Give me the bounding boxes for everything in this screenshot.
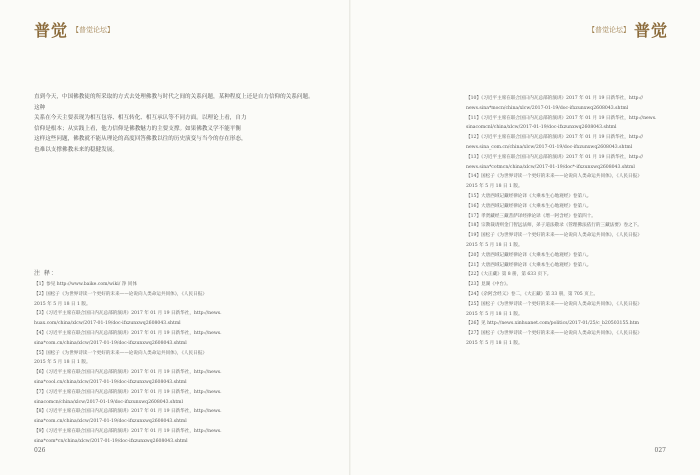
right-page xyxy=(350,0,700,475)
footnote-line: 【23】見湖《中台》。 xyxy=(466,282,511,288)
footnote-line: 2015 年 5 月 18 日 1 版。 xyxy=(466,340,523,346)
body-line: 信仰是根本；从实践上看，他力信仰是佛教魅力的主要支撑。如果佛教义学不能平衡 xyxy=(34,125,241,132)
footnote-line: huax.com/china/xlcw/2017-01-19/doc-ifxzunxwq2608043.shtml xyxy=(34,321,181,327)
footnote-line: 【27】国松子《为世界诗读一个更好的未来——论说向人类命运共同体》，《人民日报》 xyxy=(466,331,642,337)
footnote-line: 【19】国松子《为世界诗读一个更好的未来——论说向人类命运共同体》，《人民日报》 xyxy=(466,233,642,239)
footnote-line: 【25】国松子《为世界诗读一个更好的未来——论说向人类命运共同体》，《人民日报》 xyxy=(466,301,642,307)
footnote-line: news.sina_com.cn/china/xlcw/2017-01-19/doc-ifxzunxwq2608043.shtml xyxy=(466,144,633,150)
footnote-line: sina*com.cn/china/xlcw/2017-01-19/doc-ifxzunxwq2608043.shtml xyxy=(34,419,187,425)
footnote-line: 【6】《习近平主席在联合国日内瓦总部的演讲》2017 年 01 月 19 日新华社，http://news. xyxy=(34,370,222,376)
header-brand-left xyxy=(34,18,114,41)
footnote-line: 【2】国松子《为世界诗读一个更好的未来——论说向人类命运共同体》，《人民日报》 xyxy=(34,291,207,297)
footnote-line: 【13】《习近平主席在联合国日内瓦总部的演讲》2017 年 01 月 19 日新华社，http:// xyxy=(466,154,644,160)
footnote-line: sinacomcn/china/xlcw/2017-01-19/doc-ifxzunxwq2608043.shtml xyxy=(34,399,183,405)
brand-logo: 普觉 xyxy=(34,21,69,40)
footnote-line: 【12】《习近平主席在联合国日内瓦总部的演讲》2017 年 01 月 19 日新华社，http:// xyxy=(466,135,644,141)
footnote-line: 【14】国松子《为世界诗读一个更好的未来——论说向人类命运共同体》，《人民日报》 xyxy=(466,174,642,180)
footnotes-left xyxy=(34,280,324,447)
footnote-line: 【15】大唐西域记藏经律论译《大乘本生心地观经》卷第八。 xyxy=(466,193,592,199)
footnote-line: 2015 年 5 月 18 日 1 版。 xyxy=(466,184,523,190)
footnote-line: 【24】《杂阿含经义》卷二，《大正藏》第 33 册，第 705 页上。 xyxy=(466,291,598,297)
footnote-line: sina*com.cn/china/xlcw/2017-01-19/doc-ifxzunxwq2608043.shtml xyxy=(34,340,187,346)
footnote-line: 【3】《习近平主席在联合国日内瓦总部的演讲》2017 年 01 月 19 日新华社，http://news. xyxy=(34,311,222,317)
footnote-line: news.sina*cotmcn/china/xlcw/2017-01-19/doc*-ifxzunxwq2608043.shtml xyxy=(466,164,635,170)
notes-heading: 注 释： xyxy=(34,270,58,277)
footnote-line: 【17】孝贤藏经三藏菩萨译经律论译《增一阿含经》卷第四十。 xyxy=(466,213,596,219)
footnote-line: 【4】《习近平主席在联合国日内瓦总部的演讲》2017 年 01 月 19 日新华社，http://news. xyxy=(34,330,222,336)
footnote-line: 【16】大唐西域记藏经律论译《大乘本生心地观经》卷第八。 xyxy=(466,203,592,209)
footnote-line: 2015 年 5 月 18 日 1 版。 xyxy=(466,311,523,317)
footnote-line: 【22】《大正藏》第 8 册，第 633 页下。 xyxy=(466,272,552,278)
footnote-line: 【18】宗教裁请则金门智远法师，弟子道法敬录《管理佛法依行的三藏法要》卷之下。 xyxy=(466,223,642,229)
body-line: 这样这些问题，佛教就不能从理论的高度回答佛教以往的历史演变与当今的存在形态， xyxy=(34,136,247,142)
section-title: 【普觉论坛】 xyxy=(72,25,115,34)
footnote-line: sina*com*cn/china/xlcw/2017-01-19/doc-ifxzunxwq2608043.shtml xyxy=(34,438,188,444)
body-paragraph xyxy=(34,92,316,155)
body-line: 直到今天，中国佛教徒的所采取的方式去处理佛教与时代之间的关系问题，某种程度上还是自力信仰的关系问题。这种 xyxy=(34,94,314,111)
footnote-line: 【1】参见 http://www.baike.com/wiki/ 净 同体 xyxy=(34,282,137,287)
body-line: 也难以支撑佛教未来的稳健发展。 xyxy=(34,146,118,153)
footnotes-right xyxy=(466,94,676,349)
footnote-line: 【10】《习近平主席在联合国日内瓦总部的演讲》2017 年 01 月 19 日新华社，http:// xyxy=(466,96,644,101)
footnote-line: 【20】大唐西域记藏经律论译《大乘本生心地观经》卷第八。 xyxy=(466,252,592,258)
footnote-line: sina*cool.cn/china/xlcw/2017-01-19/doc-ifxzunxwq2608043.shtml xyxy=(34,379,187,385)
footnote-line: 【26】见 http://news.xinhuanet.com/politics/2017-01/25/c_b20503155.htm xyxy=(466,321,639,327)
header-brand-right xyxy=(588,18,668,41)
brand-logo: 普觉 xyxy=(633,21,668,40)
page-number-left: 026 xyxy=(34,447,46,454)
body-line: 关系在今天主要表现为相互包容、相互转化、相互承认等不同方面。以理论上看，自力 xyxy=(34,115,247,121)
section-title: 【普觉论坛】 xyxy=(587,25,630,34)
footnote-line: 2015 年 5 月 18 日 1 版。 xyxy=(34,301,91,307)
footnote-line: 【8】《习近平主席在联合国日内瓦总部的演讲》2017 年 01 月 19 日新华社，http://news. xyxy=(34,409,222,415)
footnote-line: 【11】《习近平主席在联合国日内瓦总部的演讲》2017 年 01 月 19 日新华社，http://news. xyxy=(466,115,657,121)
footnote-line: 【9】《习近平主席在联合国日内瓦总部的演讲》2017 年 01 月 19 日新华社，http://news. xyxy=(34,428,222,434)
footnote-line: 2015 年 5 月 18 日 1 版。 xyxy=(466,242,523,248)
footnote-line: 【21】大唐西域记藏经律论译《大乘本生心地观经》卷第八。 xyxy=(466,262,592,268)
footnote-line: 2015 年 5 月 18 日 1 版。 xyxy=(34,360,91,366)
footnote-line: news.sina*mocn/china/xlcw/2017-01-19/doc-ifxzunxwq2608043.shtml xyxy=(466,105,629,111)
footnote-line: sinacomcnl/china/xlcw/2017-01-19/doc-ifxzunxwq2608043.shtml xyxy=(466,125,617,131)
page-number-right: 027 xyxy=(654,447,666,454)
footnote-line: 【5】国松子《为世界诗读一个更好的未来——论说向人类命运共同体》，《人民日报》 xyxy=(34,350,207,356)
footnote-line: 【7】《习近平主席在联合国日内瓦总部的演讲》2017 年 01 月 19 日新华社，http://news. xyxy=(34,389,222,395)
